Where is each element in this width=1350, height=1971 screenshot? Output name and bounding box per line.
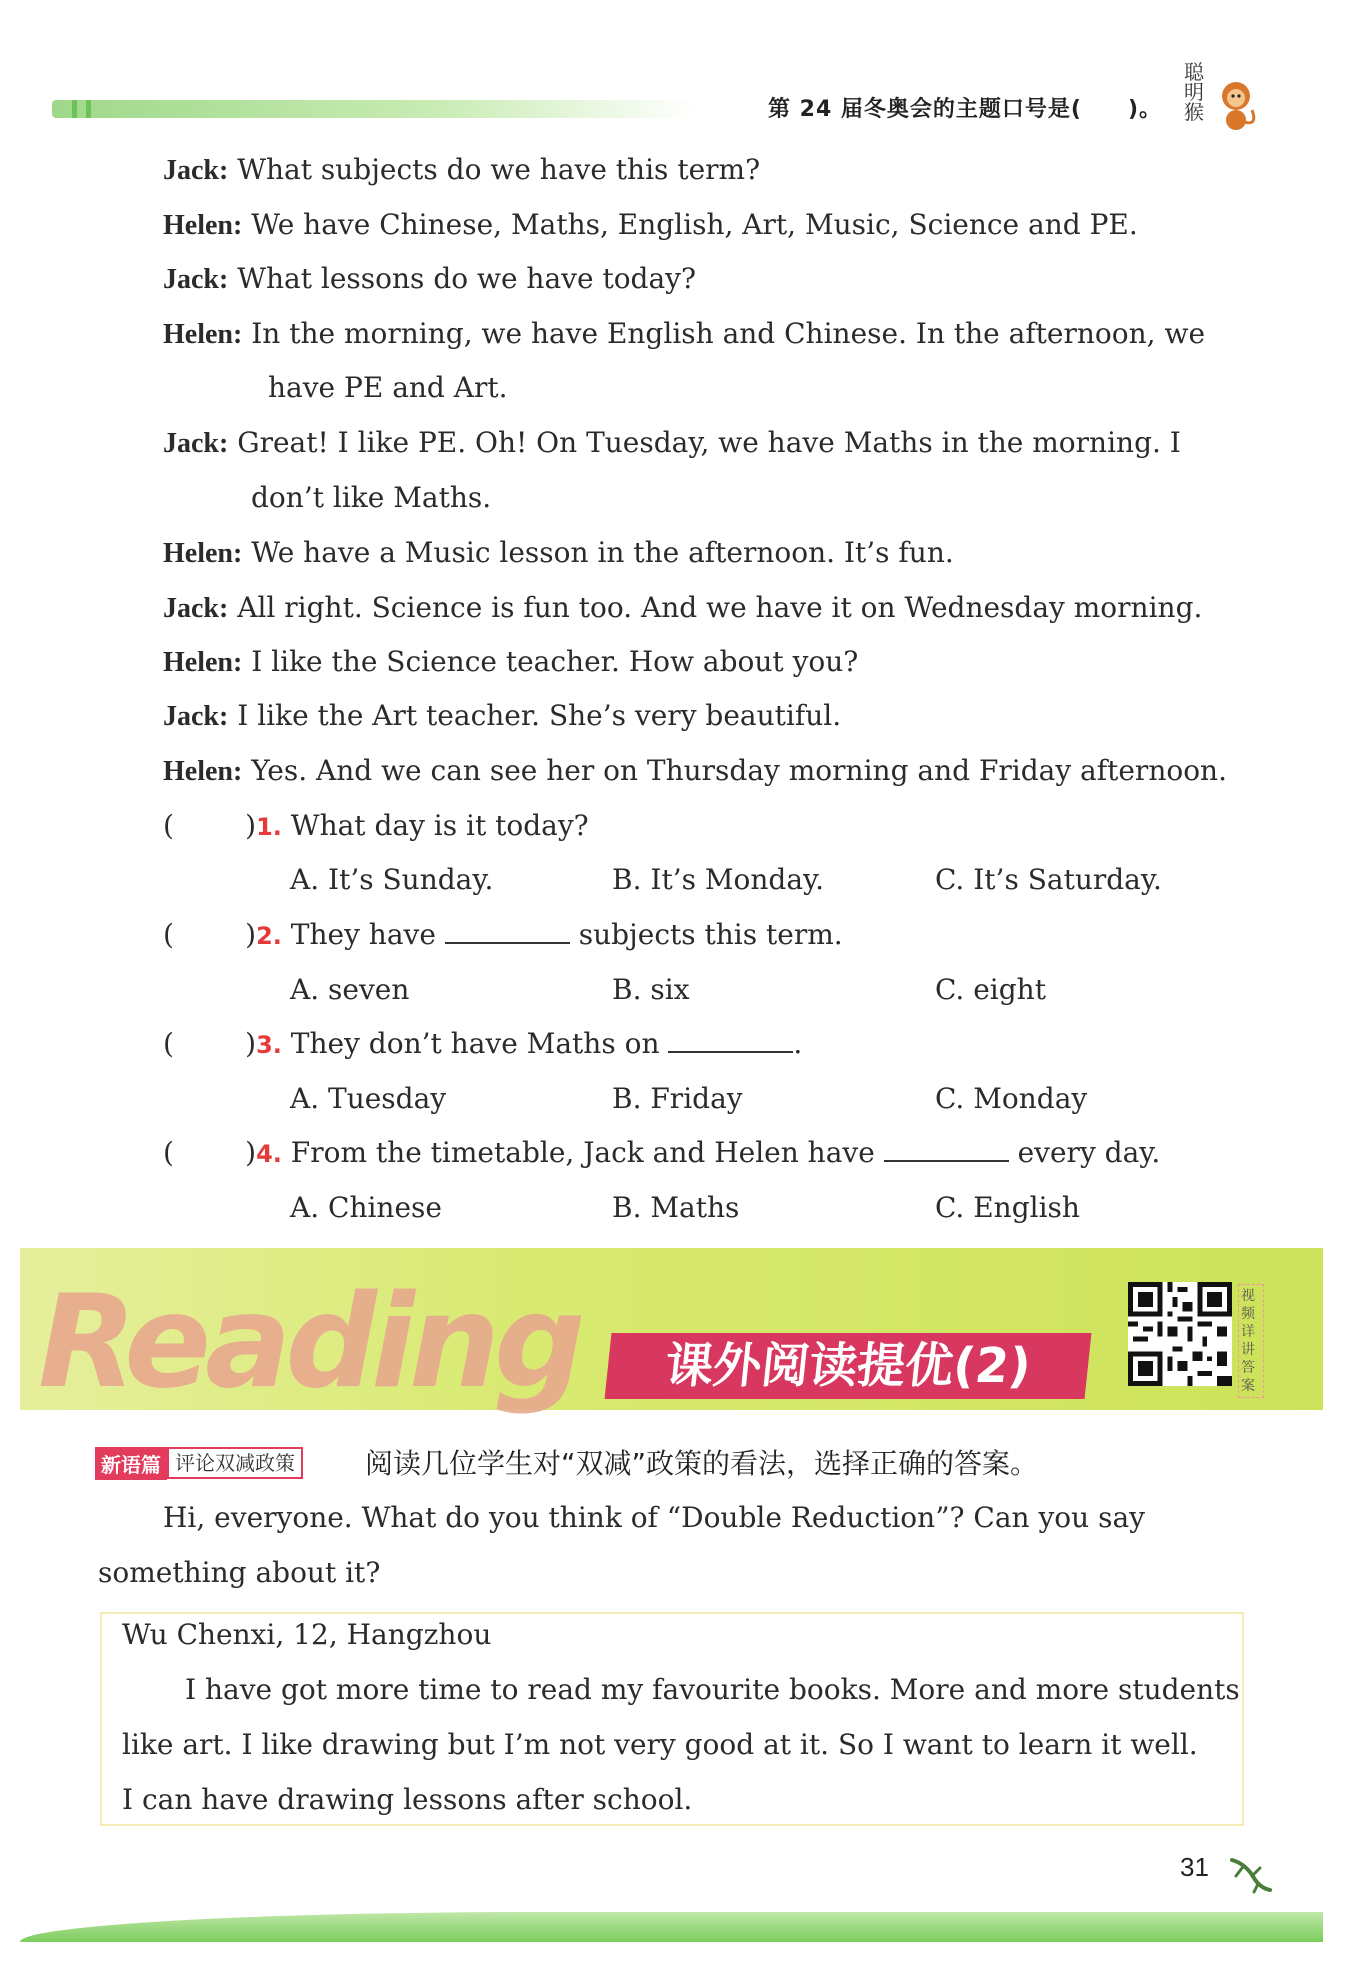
option-a[interactable]: A. Chinese: [290, 1191, 442, 1224]
speaker: Jack:: [163, 428, 229, 459]
utterance: We have a Music lesson in the afternoon. It’s fun.: [251, 536, 954, 569]
intro-line-2: something about it?: [98, 1556, 381, 1589]
utterance: We have Chinese, Maths, English, Art, Music, Science and PE.: [251, 208, 1138, 241]
dialogue-continuation: don’t like Maths.: [251, 481, 492, 514]
utterance: What subjects do we have this term?: [237, 153, 761, 186]
option-a[interactable]: A. seven: [290, 973, 410, 1006]
speaker: Jack:: [163, 264, 229, 295]
option-b[interactable]: B. Maths: [612, 1191, 740, 1224]
dialogue-line: [163, 425, 1181, 462]
dialogue-continuation: have PE and Art.: [268, 371, 508, 404]
passage-line-2: like art. I like drawing but I’m not very good at it. So I want to learn it well.: [122, 1728, 1198, 1761]
question-number: 2.: [256, 922, 282, 950]
fill-blank[interactable]: [445, 920, 570, 944]
answer-box[interactable]: ( ): [163, 1136, 257, 1169]
question-text: From the timetable, Jack and Helen have: [290, 1136, 875, 1169]
utterance: All right. Science is fun too. And we have it on Wednesday morning.: [237, 591, 1203, 624]
question-text: What day is it today?: [290, 809, 589, 842]
option-c[interactable]: C. Monday: [935, 1082, 1088, 1115]
tag-topic: 评论双减政策: [167, 1447, 303, 1479]
qr-code-icon[interactable]: [1128, 1282, 1232, 1386]
question-1: [163, 808, 589, 845]
dialogue-line: [163, 152, 760, 189]
option-b[interactable]: B. It’s Monday.: [612, 863, 825, 896]
utterance: I like the Science teacher. How about you?: [251, 645, 859, 678]
mascot-label: 聪明猴: [1184, 60, 1204, 124]
dialogue-line: [163, 207, 1138, 244]
option-c[interactable]: C. eight: [935, 973, 1046, 1006]
header-quiz-text: 第 24 届冬奥会的主题口号是( )。: [768, 97, 1163, 122]
utterance: Great! I like PE. Oh! On Tuesday, we have Maths in the morning. I: [237, 426, 1181, 459]
utterance: What lessons do we have today?: [237, 262, 697, 295]
dialogue-line: [163, 535, 954, 572]
passage-line-1: I have got more time to read my favourite books. More and more students: [185, 1673, 1240, 1706]
lizard-icon: [1228, 1854, 1274, 1894]
answer-box[interactable]: ( ): [163, 1027, 257, 1060]
dialogue-line: [163, 644, 858, 681]
question-number: 4.: [256, 1140, 282, 1168]
speaker: Helen:: [163, 319, 243, 350]
speaker: Helen:: [163, 756, 243, 787]
reading-subtitle: 课外阅读提优(2): [605, 1333, 1092, 1399]
page-number: 31: [1180, 1852, 1209, 1882]
question-text-after: .: [793, 1027, 803, 1060]
dialogue-line: [163, 590, 1202, 627]
speaker: Helen:: [163, 647, 243, 678]
tag-new-text: 新语篇: [95, 1447, 167, 1480]
question-number: 1.: [256, 813, 282, 841]
speaker: Helen:: [163, 538, 243, 569]
option-a[interactable]: A. It’s Sunday.: [290, 863, 494, 896]
section-tag: [95, 1446, 303, 1480]
header-band: [52, 100, 697, 118]
instruction: 阅读几位学生对“双减”政策的看法，选择正确的答案。: [365, 1447, 1039, 1480]
question-text-after: subjects this term.: [578, 918, 843, 951]
option-c[interactable]: C. It’s Saturday.: [935, 863, 1162, 896]
question-3: [163, 1026, 802, 1063]
fill-blank[interactable]: [884, 1138, 1009, 1162]
option-c[interactable]: C. English: [935, 1191, 1080, 1224]
dialogue-line: [163, 316, 1205, 353]
footer-band: [20, 1912, 1323, 1942]
utterance: I like the Art teacher. She’s very beautiful.: [237, 699, 842, 732]
utterance: In the morning, we have English and Chinese. In the afternoon, we: [251, 317, 1206, 350]
option-b[interactable]: B. Friday: [612, 1082, 743, 1115]
qr-label: 视频详讲答案: [1238, 1284, 1264, 1398]
answer-box[interactable]: ( ): [163, 918, 257, 951]
speaker: Helen:: [163, 210, 243, 241]
utterance: Yes. And we can see her on Thursday morning and Friday afternoon.: [251, 754, 1227, 787]
option-a[interactable]: A. Tuesday: [290, 1082, 447, 1115]
reading-title: Reading: [38, 1268, 580, 1417]
question-2: [163, 917, 843, 954]
answer-box[interactable]: ( ): [163, 809, 257, 842]
dialogue-line: [163, 698, 841, 735]
question-text: They have: [290, 918, 436, 951]
option-b[interactable]: B. six: [612, 973, 690, 1006]
question-text: They don’t have Maths on: [290, 1027, 660, 1060]
fill-blank[interactable]: [668, 1029, 793, 1053]
question-number: 3.: [256, 1031, 282, 1059]
speaker: Jack:: [163, 701, 229, 732]
dialogue-line: [163, 261, 696, 298]
intro-line-1: Hi, everyone. What do you think of “Double Reduction”? Can you say: [163, 1501, 1145, 1534]
speaker: Jack:: [163, 593, 229, 624]
question-text-after: every day.: [1017, 1136, 1161, 1169]
speaker: Jack:: [163, 155, 229, 186]
dialogue-line: [163, 753, 1227, 790]
question-4: [163, 1135, 1160, 1172]
passage-line-3: I can have drawing lessons after school.: [122, 1783, 693, 1816]
student-info: Wu Chenxi, 12, Hangzhou: [122, 1618, 492, 1651]
